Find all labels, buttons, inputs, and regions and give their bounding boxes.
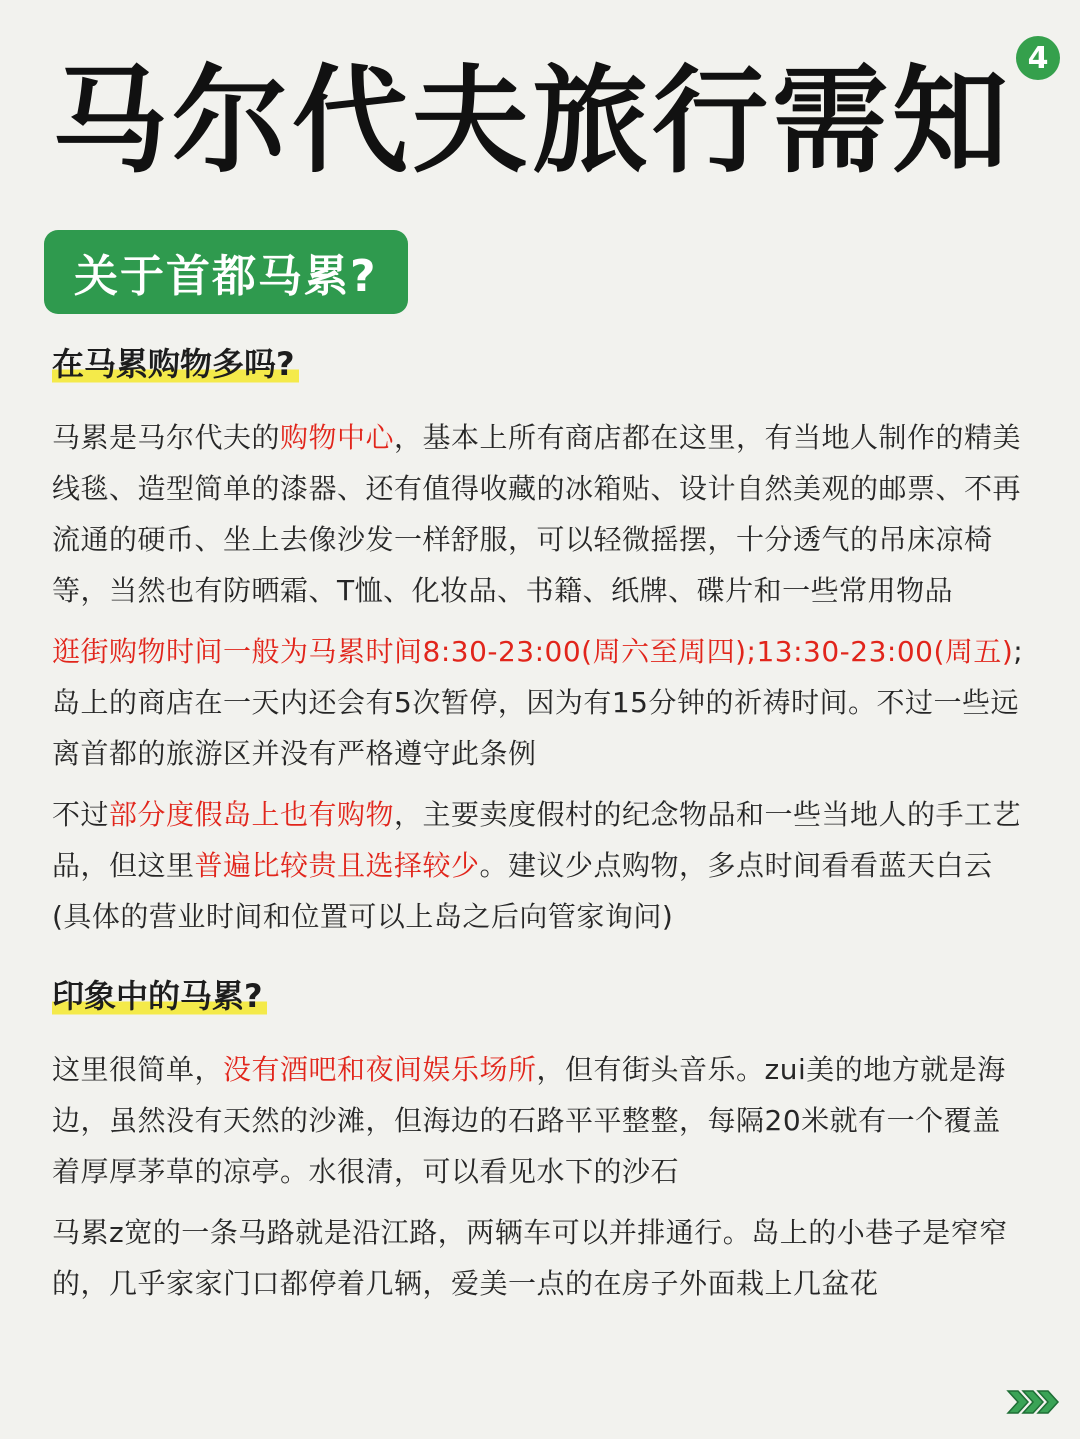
- page-number-badge: 4: [1016, 36, 1060, 80]
- highlight-text: 部分度假岛上也有购物: [109, 798, 395, 831]
- shopping-heading: 在马累购物多吗?: [52, 342, 299, 386]
- highlight-text: 没有酒吧和夜间娱乐场所: [223, 1053, 537, 1086]
- shopping-paragraph-2: [52, 626, 1028, 779]
- article-content: [52, 342, 1028, 1319]
- text-run: 马累是马尔代夫的: [52, 421, 281, 454]
- main-title: 马尔代夫旅行需知: [52, 54, 1012, 189]
- text-run: ; 岛上的商店在一天内还会有5次暂停，因为有15分钟的祈祷时间。不过一些远离首都的旅游区并没有严格遵守此条例: [52, 635, 1024, 770]
- text-run: 。建议少点购物，多点时间看看蓝天白云(具体的营业时间和位置可以上岛之后向管家询问): [52, 849, 993, 933]
- impression-heading: 印象中的马累?: [52, 974, 267, 1018]
- text-run: ，主要卖度假村的纪念物品和一些当地人的手工艺品，但这里: [52, 798, 1022, 882]
- impression-paragraph-2: [52, 1207, 1028, 1309]
- text-run: 不过: [52, 798, 110, 831]
- highlight-text: 逛街购物时间一般为马累时间8:30-23:00(周六至周四);13:30-23:00(周五): [52, 635, 1014, 668]
- text-run: 马累z宽的一条马路就是沿江路，两辆车可以并排通行。岛上的小巷子是窄窄的，几乎家家门口都停着几辆，爱美一点的在房子外面栽上几盆花: [52, 1216, 1008, 1300]
- shopping-paragraph-1: [52, 412, 1028, 616]
- text-run: 这里很简单，: [52, 1053, 224, 1086]
- highlight-text: 普遍比较贵且选择较少: [194, 849, 480, 882]
- text-run: ，但有街头音乐。zui美的地方就是海边，虽然没有天然的沙滩，但海边的石路平平整整，每隔20米就有一个覆盖着厚厚茅草的凉亭。水很清，可以看见水下的沙石: [52, 1053, 1006, 1188]
- text-run: ，基本上所有商店都在这里，有当地人制作的精美线毯、造型简单的漆器、还有值得收藏的冰箱贴、设计自然美观的邮票、不再流通的硬币、坐上去像沙发一样舒服，可以轻微摇摆，十分透气的吊床凉椅等，当然也有防晒霜、T恤、化妆品、书籍、纸牌、碟片和一些常用物品: [52, 421, 1022, 607]
- highlight-text: 购物中心: [280, 421, 395, 454]
- triple-chevron-right-icon[interactable]: [1006, 1388, 1060, 1416]
- impression-paragraph-1: [52, 1044, 1028, 1197]
- section-tag: 关于首都马累?: [44, 230, 408, 314]
- shopping-paragraph-3: [52, 789, 1028, 942]
